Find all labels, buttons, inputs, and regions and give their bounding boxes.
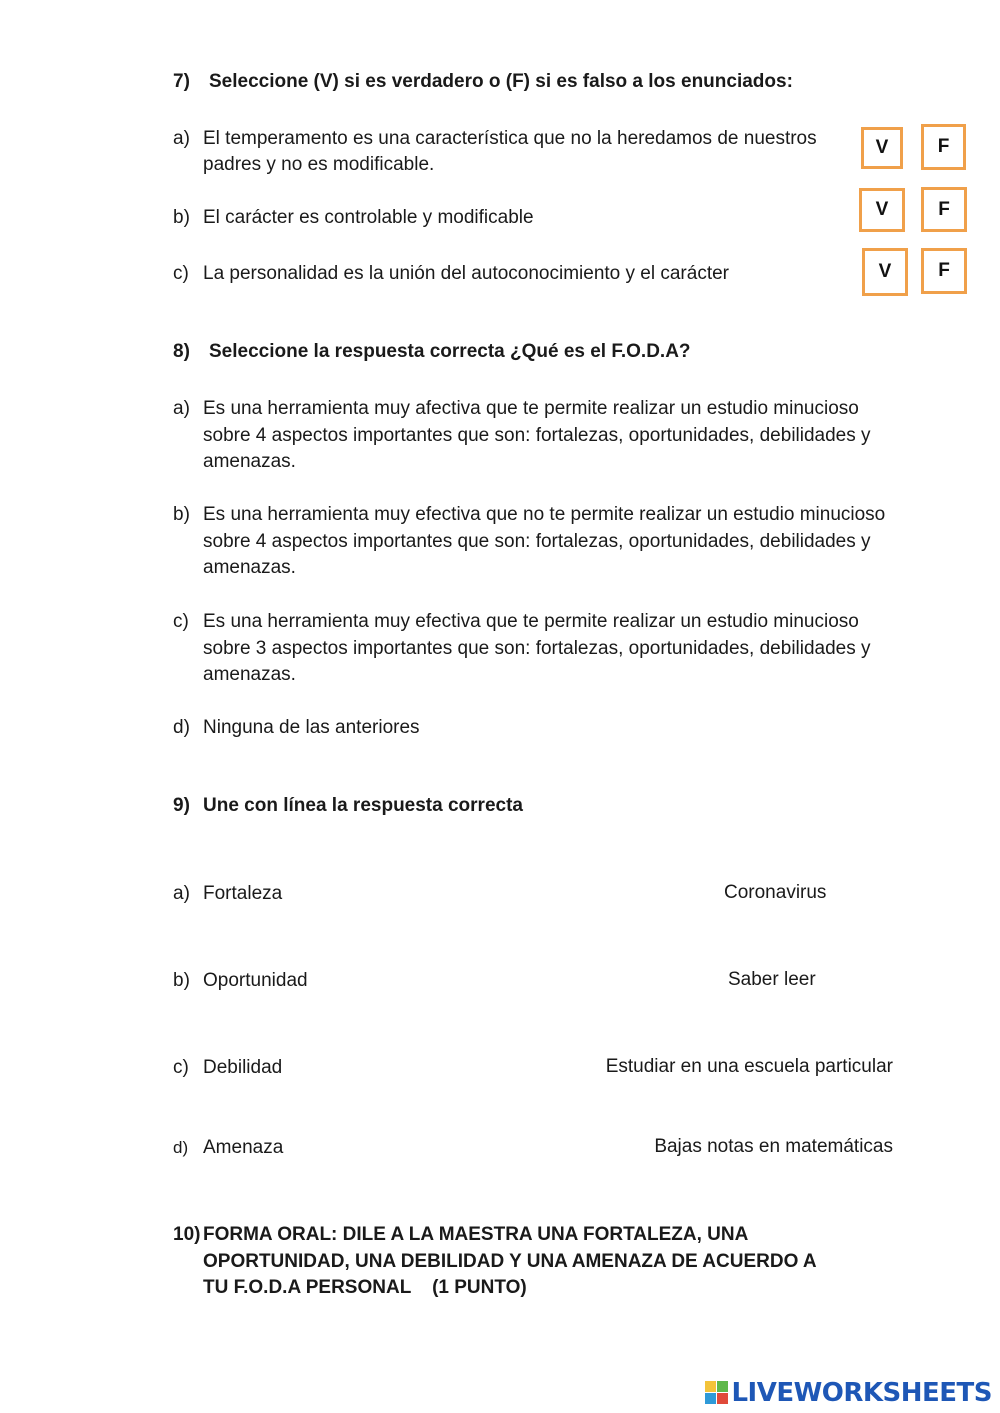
- item-text: La personalidad es la unión del autoconocimiento y el carácter: [203, 263, 729, 284]
- q7-b-false-box[interactable]: [921, 187, 967, 232]
- option-text: Es una herramienta muy afectiva que te permite realizar un estudio minucioso sobre 4 aspectos importantes que son: fortalezas, oportunidades, debilidades y amenazas.: [203, 398, 871, 472]
- false-label: F: [937, 136, 950, 157]
- q7-a-true-box[interactable]: [861, 127, 903, 169]
- question-number: 7): [173, 71, 190, 92]
- item-label: a): [173, 883, 190, 904]
- option-label: a): [173, 398, 190, 419]
- question-text: Seleccione (V) si es verdadero o (F) si es falso a los enunciados:: [209, 71, 793, 92]
- item-text: Amenaza: [203, 1137, 284, 1158]
- q7-c-false-box[interactable]: [921, 248, 967, 294]
- item-label: c): [173, 263, 189, 284]
- true-label: V: [875, 199, 889, 220]
- question-number: 10): [173, 1224, 201, 1245]
- option-text: Es una herramienta muy efectiva que no te permite realizar un estudio minucioso sobre 4 aspectos importantes que son: fortalezas, oportunidades, debilidades y amenazas.: [203, 504, 886, 578]
- item-text-line-1: El temperamento es una característica que no la heredamos de nuestros: [203, 128, 817, 149]
- q9-right-item-1[interactable]: Coronavirus: [724, 882, 827, 903]
- question-text: FORMA ORAL: DILE A LA MAESTRA UNA FORTALEZA, UNA OPORTUNIDAD, UNA DEBILIDAD Y UNA AMENAZA DE ACUERDO A TU F.O.D.A PERSONAL (1 PUNTO): [203, 1224, 822, 1298]
- item-label: b): [173, 970, 190, 991]
- item-label: a): [173, 128, 190, 149]
- q9-right-item-4[interactable]: Bajas notas en matemáticas: [654, 1136, 893, 1157]
- item-text: El carácter es controlable y modificable: [203, 207, 534, 228]
- q7-b-true-box[interactable]: [859, 188, 905, 232]
- option-text: Es una herramienta muy efectiva que te permite realizar un estudio minucioso sobre 3 aspectos importantes que son: fortalezas, oportunidades, debilidades y amenazas.: [203, 611, 871, 685]
- item-text: Debilidad: [203, 1057, 283, 1078]
- item-label: c): [173, 1057, 189, 1078]
- q7-c-true-box[interactable]: [862, 248, 908, 296]
- true-label: V: [878, 261, 892, 282]
- liveworksheets-logo-icon: [705, 1381, 729, 1405]
- q9-right-item-3[interactable]: Estudiar en una escuela particular: [605, 1056, 893, 1077]
- item-label: d): [173, 1138, 189, 1157]
- item-text: Oportunidad: [203, 970, 308, 991]
- question-text: Seleccione la respuesta correcta ¿Qué es el F.O.D.A?: [209, 341, 691, 362]
- false-label: F: [938, 198, 950, 220]
- brand-name: LIVEWORKSHEETS: [731, 1378, 992, 1408]
- option-text: Ninguna de las anteriores: [203, 717, 420, 738]
- option-label: b): [173, 504, 190, 525]
- true-label: V: [875, 137, 889, 158]
- question-text: Une con línea la respuesta correcta: [203, 795, 523, 816]
- item-text-line-2: padres y no es modificable.: [203, 154, 435, 175]
- liveworksheets-brand: [705, 1378, 992, 1408]
- option-label: d): [173, 717, 190, 738]
- q9-right-item-2[interactable]: Saber leer: [728, 969, 816, 990]
- item-text: Fortaleza: [203, 883, 283, 904]
- question-number: 8): [173, 341, 190, 362]
- item-label: b): [173, 207, 190, 228]
- question-number: 9): [173, 795, 190, 816]
- option-label: c): [173, 611, 189, 632]
- false-label: F: [938, 260, 950, 281]
- q7-a-false-box[interactable]: [921, 124, 966, 170]
